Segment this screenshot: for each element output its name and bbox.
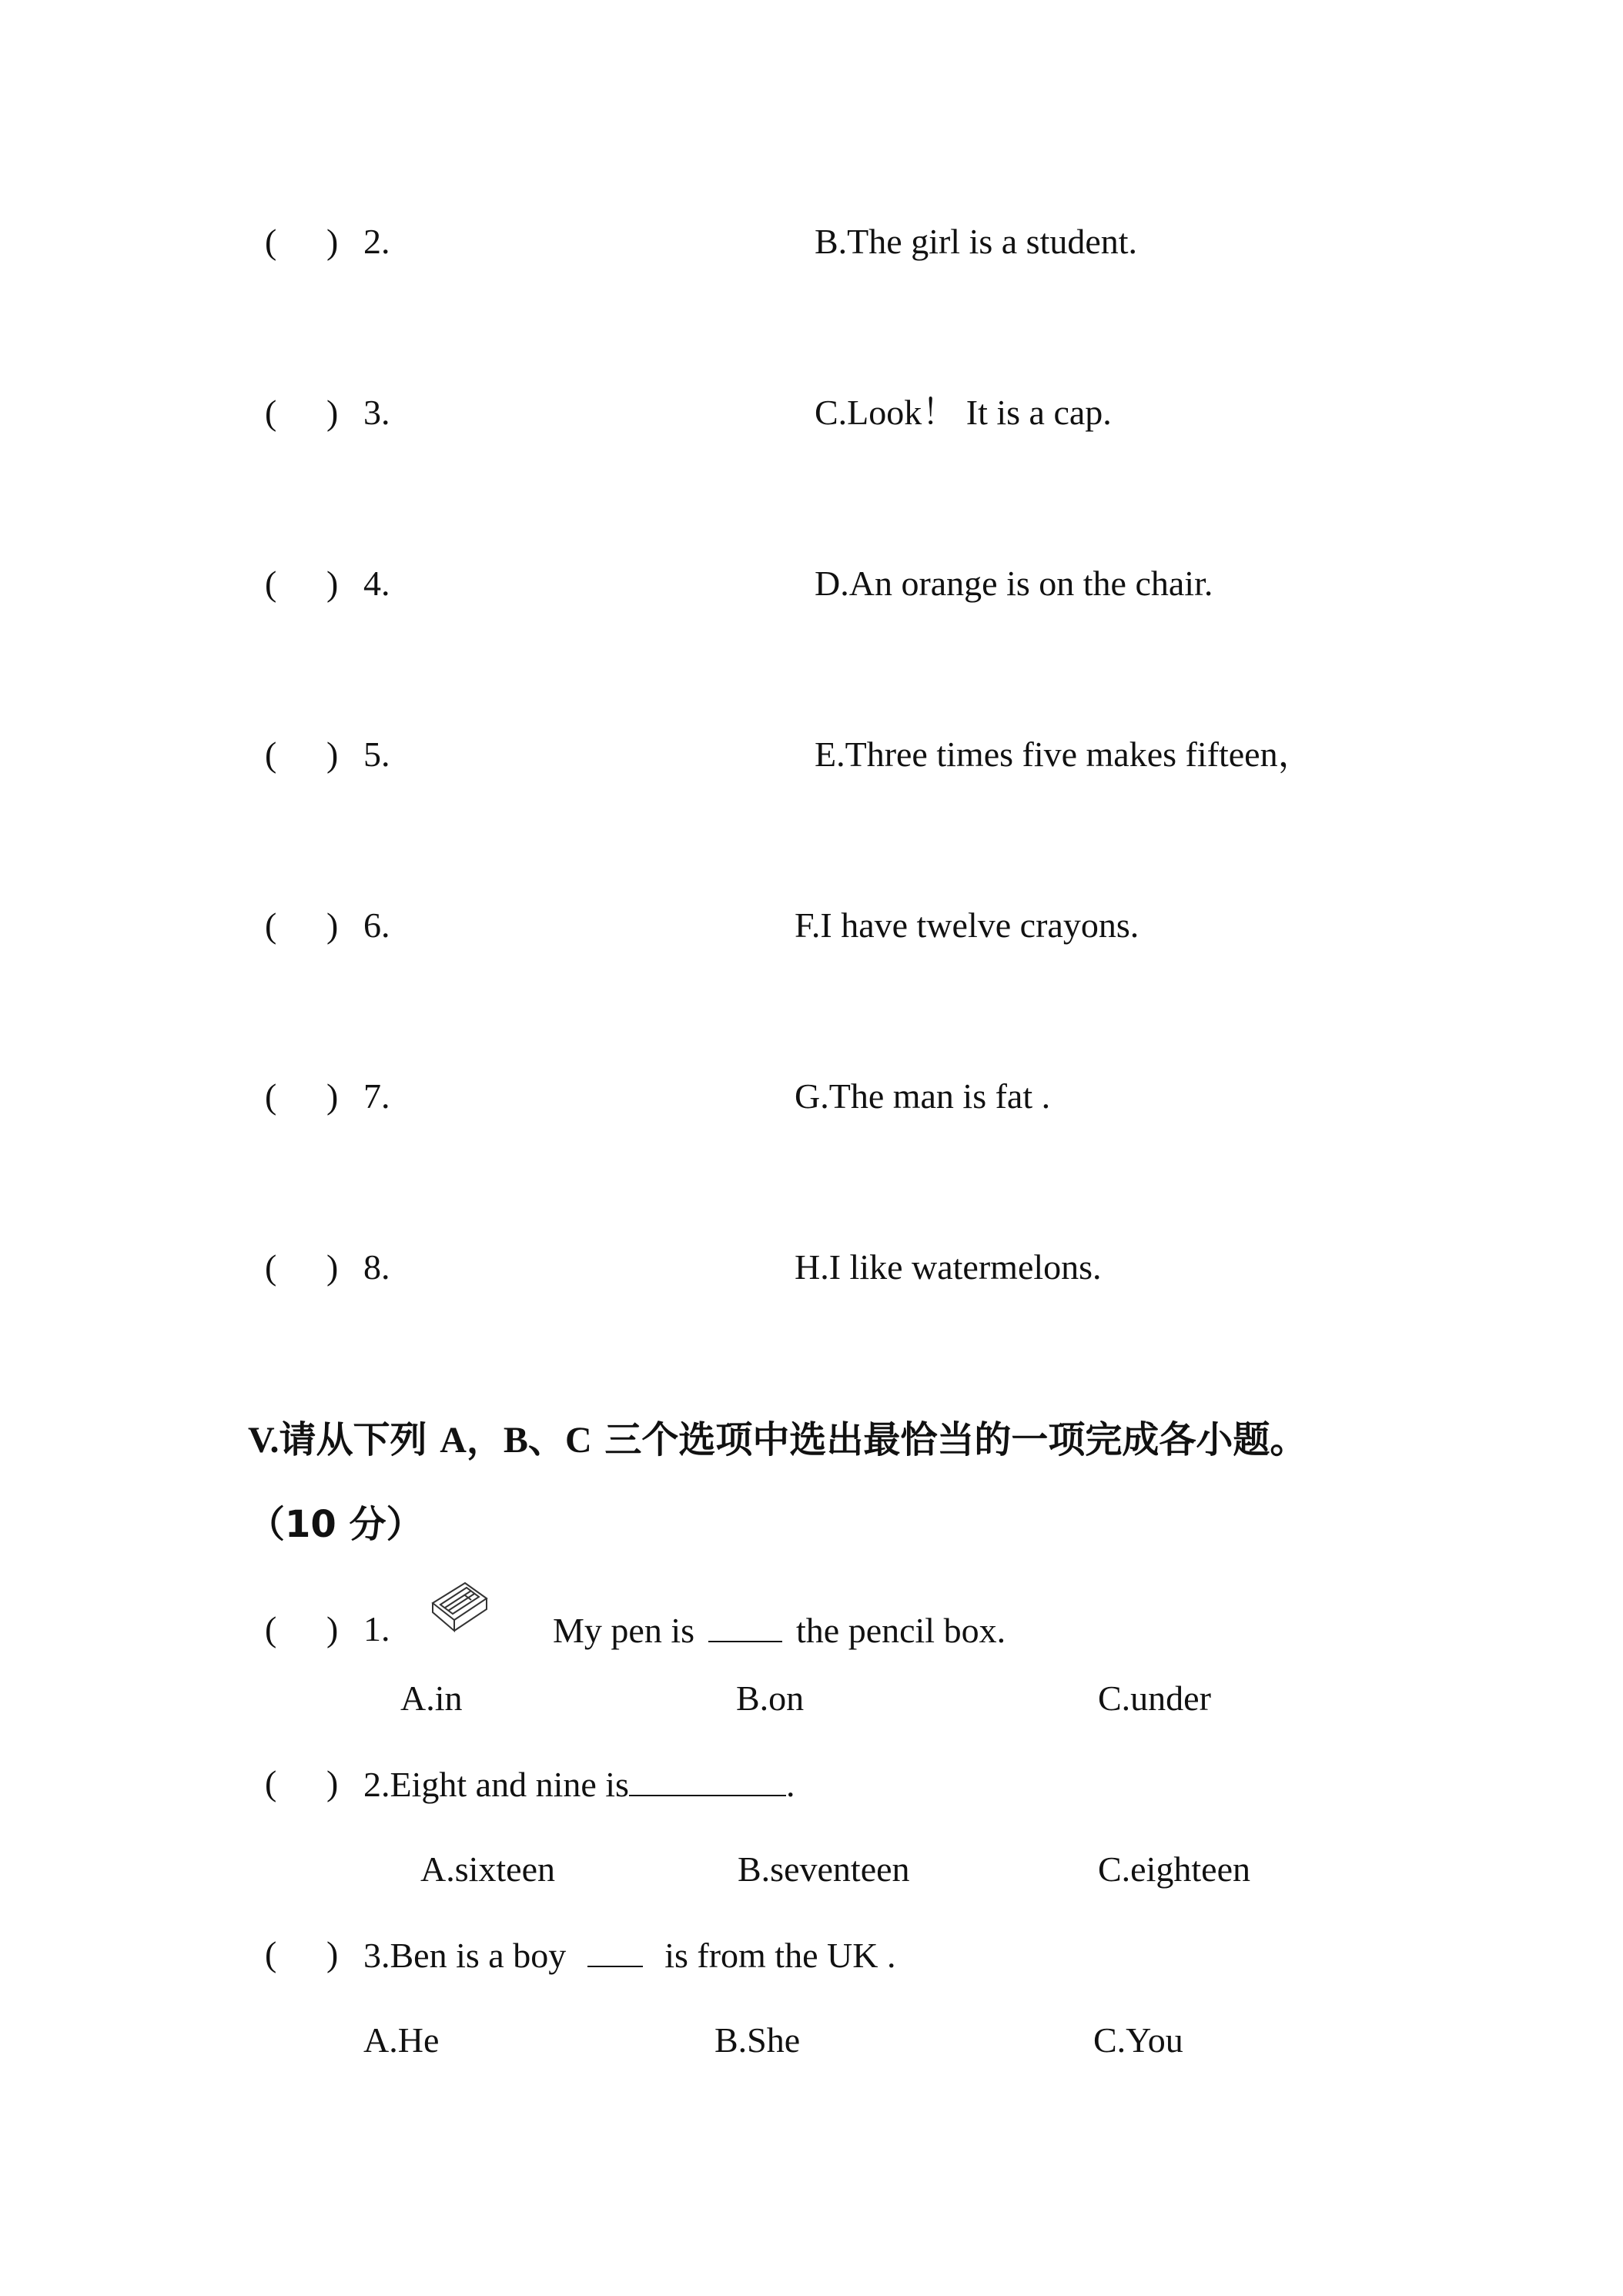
section-heading <box>248 1418 1307 1461</box>
answer-paren-close: ) <box>326 1609 339 1648</box>
answer-paren-open: ( <box>265 393 277 432</box>
matching-number: 6. <box>363 905 390 945</box>
q1-option-b[interactable]: B.on <box>736 1678 805 1718</box>
question-number: 1. <box>363 1609 390 1648</box>
matching-sentence: B.The girl is a student. <box>815 222 1138 261</box>
matching-sentence: G.The man is fat . <box>795 1076 1051 1116</box>
section-heading-rest: 三个选项中选出最恰当的一项完成各小题。 <box>604 1418 1307 1461</box>
pen-in-pencil-box-icon <box>428 1577 491 1643</box>
matching-number: 5. <box>363 735 390 774</box>
answer-paren-open: ( <box>265 1247 277 1287</box>
matching-number: 3. <box>363 393 390 432</box>
q2-blank[interactable] <box>629 1766 786 1796</box>
q3-text-after: is from the UK . <box>664 1936 896 1975</box>
q3-text-before: 3.Ben is a boy <box>363 1936 567 1975</box>
section-roman: V. <box>248 1420 279 1461</box>
matching-sentence: E.Three times five makes fifteen， <box>815 735 1313 774</box>
matching-number: 2. <box>363 222 390 261</box>
q1-line <box>553 1612 1006 1648</box>
section-points: （10 分） <box>248 1503 423 1546</box>
matching-sentence: C.Look！ It is a cap. <box>815 393 1112 432</box>
q3-option-b[interactable]: B.She <box>714 2020 801 2060</box>
q2-text: 2.Eight and nine is <box>363 1765 629 1804</box>
heading-option-c: C <box>564 1420 592 1461</box>
q1-option-a[interactable]: A.in <box>400 1678 463 1718</box>
q3-option-c[interactable]: C.You <box>1093 2020 1183 2060</box>
q3-line <box>363 1936 895 1973</box>
q1-option-c[interactable]: C.under <box>1098 1678 1211 1718</box>
heading-option-b: B <box>503 1420 528 1461</box>
answer-paren-close: ) <box>326 1763 339 1802</box>
answer-paren-open: ( <box>265 735 277 774</box>
q2-option-a[interactable]: A.sixteen <box>420 1849 556 1889</box>
q2-line <box>363 1766 795 1802</box>
q1-blank[interactable] <box>708 1612 782 1642</box>
q3-option-a[interactable]: A.He <box>363 2020 440 2060</box>
q2-option-c[interactable]: C.eighteen <box>1098 1849 1250 1889</box>
answer-paren-open: ( <box>265 1934 277 1973</box>
answer-paren-close: ) <box>326 905 339 945</box>
q2-option-b[interactable]: B.seventeen <box>738 1849 910 1889</box>
answer-paren-open: ( <box>265 564 277 603</box>
answer-paren-open: ( <box>265 905 277 945</box>
q3-blank[interactable] <box>587 1936 643 1967</box>
q1-text-before: My pen is <box>553 1611 694 1650</box>
answer-paren-close: ) <box>326 1076 339 1116</box>
q2-end: . <box>785 1765 795 1804</box>
answer-paren-open: ( <box>265 1076 277 1116</box>
answer-paren-open: ( <box>265 222 277 261</box>
answer-paren-close: ) <box>326 222 339 261</box>
matching-sentence: D.An orange is on the chair. <box>815 564 1213 603</box>
matching-number: 4. <box>363 564 390 603</box>
matching-sentence: H.I like watermelons. <box>795 1247 1102 1287</box>
answer-paren-open: ( <box>265 1763 277 1802</box>
answer-paren-close: ) <box>326 735 339 774</box>
q1-text-after: the pencil box. <box>796 1611 1006 1650</box>
answer-paren-close: ) <box>326 393 339 432</box>
heading-sep-2: 、 <box>527 1418 565 1461</box>
matching-sentence: F.I have twelve crayons. <box>795 905 1139 945</box>
matching-number: 8. <box>363 1247 390 1287</box>
answer-paren-close: ) <box>326 1247 339 1287</box>
heading-option-a: A <box>440 1420 467 1461</box>
answer-paren-close: ) <box>326 1934 339 1973</box>
answer-paren-open: ( <box>265 1609 277 1648</box>
section-heading-text: 请从下列 <box>279 1418 427 1461</box>
heading-sep-1: ， <box>466 1418 504 1461</box>
matching-number: 7. <box>363 1076 390 1116</box>
answer-paren-close: ) <box>326 564 339 603</box>
